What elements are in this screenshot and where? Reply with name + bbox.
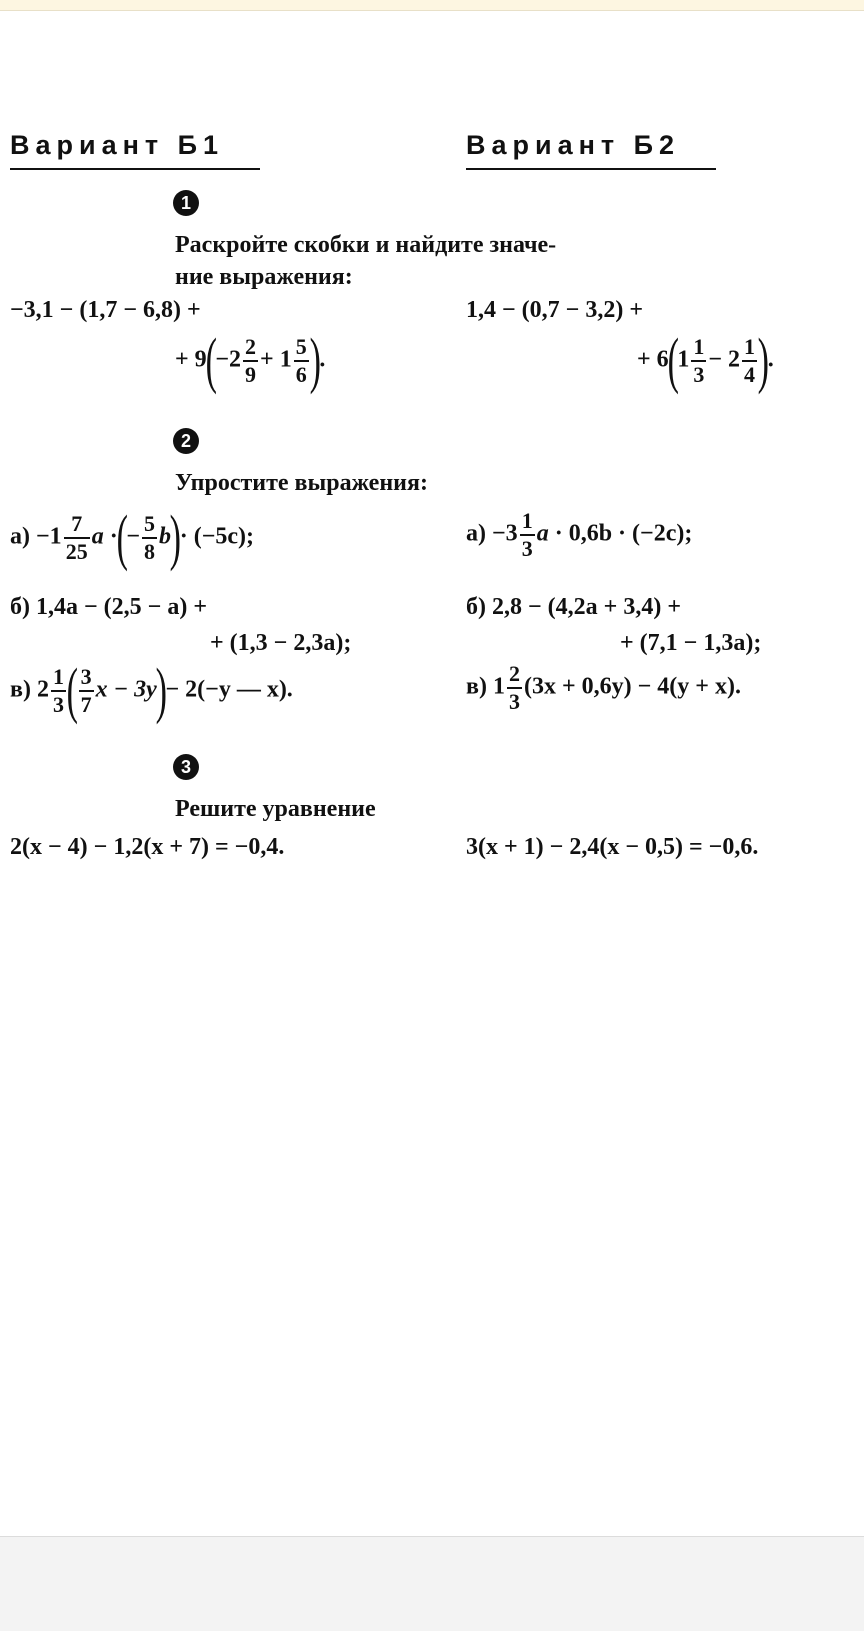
task-2-right-b-line1: б) 2,8 − (4,2a + 3,4) + (466, 594, 682, 620)
task-2-right-c: в) 1 $\frac{2}{3}$ (3x + 0,6y) − 4(y + x). (466, 661, 741, 714)
task-2-left-b-line2: + (1,3 − 2,3a); (210, 630, 352, 656)
task-1-right-line2: + 6(1 $\frac{1}{3}$ − 2 $\frac{1}{4}$ ). (637, 327, 774, 395)
task-2-left-b-line1: б) 1,4a − (2,5 − a) + (10, 594, 208, 620)
task-1-left-line2: + 9(−2 $\frac{2}{9}$ + 1 $\frac{5}{6}$ ). (175, 327, 326, 395)
task-2-right-a: а) −3 $\frac{1}{3}$ a · 0,6b · (−2c); (466, 508, 693, 561)
top-bar (0, 0, 864, 11)
variant-b1-underline (10, 168, 260, 170)
task-2-left-a: а) −1 $\frac{7}{25}$ a ·(− $\frac{5}{8}$ b)· (−5c); (10, 504, 255, 572)
variant-b2-underline (466, 168, 716, 170)
variant-b2-title: Вариант Б2 (466, 130, 681, 160)
task-3-instruction: Решите уравнение (175, 796, 376, 822)
task-2-badge: 2 (173, 428, 199, 454)
task-3-right-equation: 3(x + 1) − 2,4(x − 0,5) = −0,6. (466, 834, 759, 860)
task-2-left-c: в) 2 $\frac{1}{3}$ ( $\frac{3}{7}$ x − 3y)− 2(−y — x). (10, 657, 293, 725)
task-3-badge: 3 (173, 754, 199, 780)
task-2-instruction: Упростите выражения: (175, 470, 428, 496)
variant-b1-title: Вариант Б1 (10, 130, 225, 160)
task-1-left-line1: −3,1 − (1,7 − 6,8) + (10, 297, 201, 323)
task-3-left-equation: 2(x − 4) − 1,2(x + 7) = −0,4. (10, 834, 285, 860)
task-1-badge: 1 (173, 190, 199, 216)
task-1-instruction-line1: Раскройте скобки и найдите значе- (175, 232, 557, 258)
bottom-bar (0, 1536, 864, 1631)
task-2-right-b-line2: + (7,1 − 1,3a); (620, 630, 762, 656)
task-1-instruction-line2: ние выражения: (175, 264, 353, 290)
task-1-right-line1: 1,4 − (0,7 − 3,2) + (466, 297, 644, 323)
